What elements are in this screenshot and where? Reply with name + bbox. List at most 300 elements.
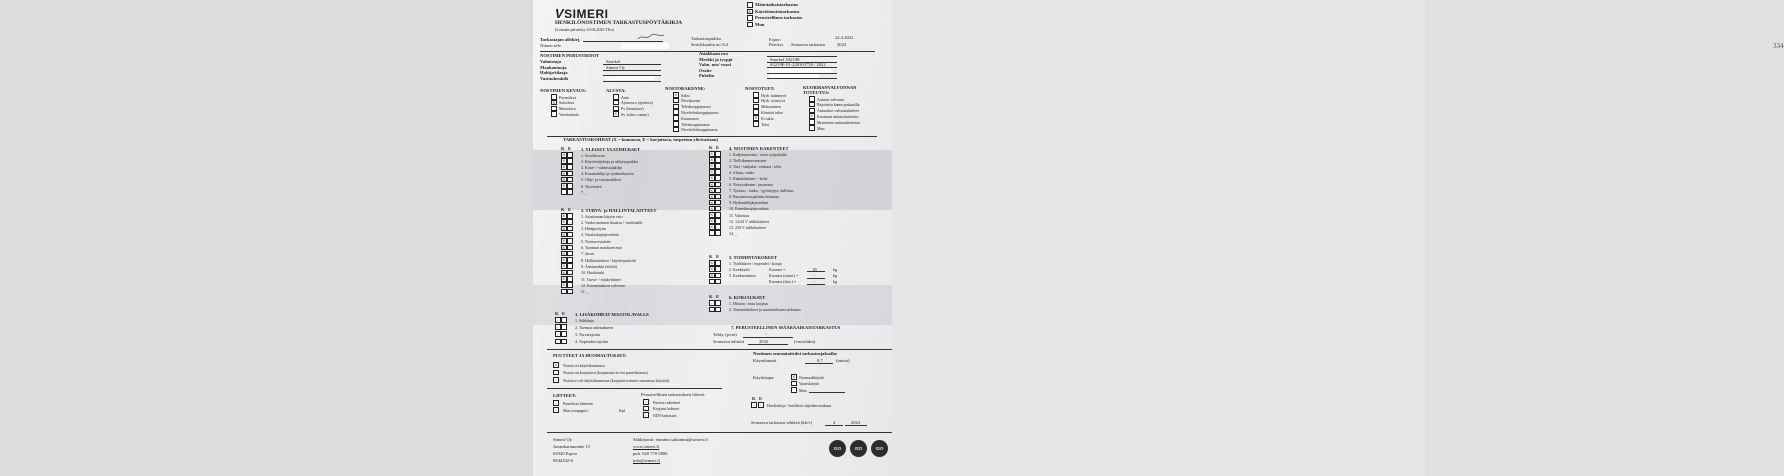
usage-checkbox[interactable]: X xyxy=(792,374,796,379)
sec4-e-box[interactable] xyxy=(715,194,721,200)
divider xyxy=(547,349,892,350)
sec5-item-label: 3. Koekuormitus xyxy=(729,273,756,279)
footer-id: 0944332-6 xyxy=(553,458,573,463)
sec4-k-box[interactable] xyxy=(709,230,715,236)
sec1-item-label: 2. Käyttöohjekirja ja säilytyspaikka xyxy=(581,158,638,164)
sec2-heading: 2. TURVA- ja HALLINTALAITTEET xyxy=(581,208,657,213)
thorough-heading: Perusteellinen tarkastuksen liitteet: xyxy=(641,392,706,397)
next-value: 2023 xyxy=(837,42,847,47)
line xyxy=(825,425,843,426)
defect-label: Nostin on käyttökunnossa xyxy=(563,362,605,368)
boom-checkbox[interactable] xyxy=(673,109,679,115)
inspection-document xyxy=(533,0,892,476)
sec4-k-box[interactable]: X xyxy=(710,205,714,211)
sec7-heading: 7. PERUSTEELLINEN MÄÄRÄAIKAISTARKASTUS xyxy=(731,325,841,330)
usage-checkbox[interactable] xyxy=(791,381,797,387)
footer-info[interactable]: info@simeri.fi xyxy=(633,458,661,463)
sec1-item-label: 7. _ xyxy=(581,189,587,195)
sec4-item-label: 9. Hydrauliikjärjestelmä xyxy=(729,200,768,206)
thorough-checkbox[interactable]: - xyxy=(643,412,649,418)
sec3-item-label: 2. Tuennat rakenukseen xyxy=(575,324,613,330)
chassis-checkbox[interactable] xyxy=(613,106,619,112)
lift-option-label: Saksilava xyxy=(559,100,575,106)
lift-checkbox[interactable] xyxy=(551,94,557,100)
sec1-k-box[interactable]: X xyxy=(562,152,566,157)
chassis-checkbox[interactable]: X xyxy=(614,111,618,117)
line xyxy=(809,392,845,393)
load-checkbox[interactable] xyxy=(809,102,815,108)
footer-web[interactable]: www.simeri.fi xyxy=(633,444,660,449)
sec1-item-label: 5. Ohje- ja varoituskilvet xyxy=(581,177,621,183)
sec4-e-box[interactable] xyxy=(715,169,721,175)
load-checkbox[interactable] xyxy=(809,108,815,114)
sec4-item-label: 12. 12/24 V sähkölaitteet xyxy=(729,218,770,224)
inspection-type-checkbox[interactable]: X xyxy=(748,8,752,14)
sec4-item-label: 7. Työtaso, -tanko, / györäypys, kallistus xyxy=(729,188,794,194)
boom-checkbox[interactable] xyxy=(673,127,679,133)
attachment-checkbox[interactable]: - xyxy=(553,407,559,413)
sec1-e-box[interactable] xyxy=(567,158,573,164)
sec2-e-box[interactable] xyxy=(567,238,573,244)
date-label: Päiväys xyxy=(769,42,784,47)
hours-label: Käyntitunnit xyxy=(753,358,777,363)
footer-street: Juvankartanontie 15 xyxy=(553,444,591,449)
drive-option-label: Telat xyxy=(761,121,769,127)
inspection-type-label: Muu xyxy=(755,21,765,27)
sec4-item-label: 8. Putoamissuojainten kiinnitys xyxy=(729,194,780,200)
sec2-e-box[interactable] xyxy=(567,270,573,276)
chassis-option-label: Pv (hinattava) xyxy=(621,106,644,112)
load-option-label: Momentin mittauslaitteisto xyxy=(817,119,861,125)
sec2-e-box[interactable] xyxy=(567,276,573,282)
sec2-e-box[interactable] xyxy=(567,289,573,295)
boom-checkbox[interactable] xyxy=(673,115,679,121)
sec2-e-box[interactable] xyxy=(567,263,573,269)
sec1-e-box[interactable] xyxy=(567,177,573,183)
boom-option-label: Teleskooppipuomi xyxy=(681,104,711,110)
sec1-k-box[interactable]: X xyxy=(562,164,566,170)
basics-value: Snorkel xyxy=(606,59,621,64)
sec2-k-box[interactable]: X xyxy=(562,225,566,231)
sec2-e-box[interactable] xyxy=(567,219,573,225)
sec5-item-label: 2. Koekäyttö xyxy=(729,266,750,272)
basics-right-label: Osoite xyxy=(699,67,712,73)
sec1-e-box[interactable] xyxy=(567,183,573,189)
chassis-checkbox[interactable] xyxy=(613,94,619,100)
inspection-type-label: Määräaikaistarkastus xyxy=(755,2,799,7)
basics-label: Vastuuhenkilö xyxy=(540,75,569,81)
usage-label: Käyttötapa: xyxy=(753,375,775,380)
ke-e: E xyxy=(716,254,720,259)
divider xyxy=(547,388,722,389)
monitoring-heading: Nostimen seurantatiedot tarkastusjaksolla: xyxy=(753,351,838,356)
sec5-item-sub: Kuorma (staatt.) = xyxy=(769,273,799,279)
sec1-k-box[interactable]: X xyxy=(562,170,566,176)
thorough-checkbox[interactable]: - xyxy=(643,406,649,412)
sec1-e-box[interactable] xyxy=(567,164,573,170)
inspection-type-checkbox[interactable] xyxy=(747,15,753,21)
sec2-item-label: 1. Asiattoman käytön esto xyxy=(581,213,623,219)
next-inspection-year: 2023 xyxy=(851,420,861,425)
simeri-logo: VSIMERI xyxy=(553,6,609,21)
thorough-label: Korjatut kohteet xyxy=(653,406,680,411)
sec3-e-box[interactable] xyxy=(561,324,567,330)
place-label: Tarkastuspaikka xyxy=(691,36,721,41)
sec2-item-label: 11. Turva- / rajakytkimet xyxy=(581,276,621,282)
line xyxy=(603,70,661,71)
sec2-k-box[interactable]: X xyxy=(562,250,566,256)
sec7-done-value: - xyxy=(765,332,767,337)
iso-badge: ISO xyxy=(850,440,867,457)
sec4-e-box[interactable] xyxy=(715,230,721,236)
ke-k: K xyxy=(561,146,565,151)
boom-checkbox[interactable] xyxy=(673,121,679,127)
sec2-k-box[interactable]: X xyxy=(562,238,566,244)
inspection-type-label: Perusteellinen tarkastus xyxy=(755,15,803,20)
sec2-item-label: 4. Varaluskujärjestelmä xyxy=(581,232,619,238)
sec5-e-box[interactable] xyxy=(715,273,721,279)
background-left xyxy=(0,0,533,476)
chassis-option-label: Auto xyxy=(621,94,629,100)
next-inspection-month: 4 xyxy=(833,420,836,425)
usage-checkbox[interactable] xyxy=(791,387,797,393)
sec4-k-box[interactable]: X xyxy=(710,163,714,169)
lift-option-label: Vetokaukalo xyxy=(559,111,579,117)
sec5-k-box[interactable] xyxy=(709,279,715,285)
footer-phone: puh. 020 770 5800 xyxy=(633,451,668,456)
ke-box-k[interactable]: - xyxy=(751,402,757,408)
drive-checkbox[interactable] xyxy=(753,109,759,115)
sec2-k-box[interactable]: X xyxy=(562,269,566,275)
inspection-type-checkbox[interactable] xyxy=(747,22,753,28)
sec4-e-box[interactable] xyxy=(715,182,721,188)
sec4-k-box[interactable]: X xyxy=(710,169,714,175)
sec2-item-label: 6. Tuennan avauksen esto xyxy=(581,245,623,250)
sec4-k-box[interactable]: X xyxy=(710,175,714,181)
cert-label: Sertifikaattin no.%3 xyxy=(691,42,728,47)
sec4-item-label: 2. Tielliikennevarusteet xyxy=(729,157,767,163)
ke-e: E xyxy=(716,294,720,299)
ke-e: E xyxy=(716,145,720,150)
sec2-item-label: 5. Noston estolaite xyxy=(581,238,611,244)
sec7-next-label: Seuraava tehtävä xyxy=(713,339,745,344)
sec4-k-box[interactable]: X xyxy=(710,187,714,193)
sec5-k-box[interactable]: X xyxy=(710,266,714,272)
sec2-k-box[interactable]: X xyxy=(562,219,566,225)
sec2-e-box[interactable] xyxy=(567,257,573,263)
redacted-name xyxy=(621,43,669,49)
chassis-checkbox[interactable] xyxy=(613,100,619,106)
sec4-k-box[interactable]: X xyxy=(710,224,714,230)
sec5-e-box[interactable] xyxy=(715,266,721,272)
sec5-item-label: 1. Työliikkeet / nopeudet / kotajo xyxy=(729,260,782,266)
sec1-heading: 1. YLEISET VAATIMUKSET xyxy=(581,147,641,152)
divider xyxy=(547,432,892,433)
sec4-e-box[interactable] xyxy=(715,175,721,181)
sec2-e-box[interactable] xyxy=(567,251,573,257)
sec2-item-label: 9. Äänimerkki (tööttö) xyxy=(581,263,618,269)
sec4-item-label: 14. _ xyxy=(729,230,737,236)
load-checkbox[interactable] xyxy=(809,125,815,131)
footer-email[interactable]: Sähköposti: etunimi.sukunimi@simeri.fi xyxy=(633,437,708,442)
sec4-item-label: 6. Nostorakenne / puomisto xyxy=(729,182,774,187)
sec3-item-label: 4. Nopeuden rajoitin xyxy=(575,339,608,345)
line xyxy=(807,271,825,272)
sec2-k-box[interactable]: X xyxy=(562,231,566,237)
sec1-k-box[interactable]: X xyxy=(562,183,566,188)
sec5-item-unit: kg xyxy=(833,273,837,279)
load-option-label: Kuorman mittauslaitteisto xyxy=(817,113,859,119)
load-option-label: Anturat valvonta xyxy=(817,96,844,102)
boom-heading: NOSTORAKENNE: xyxy=(665,86,706,91)
usage-label: Vaativkäyttö xyxy=(799,381,820,386)
sec1-item-label: 1. Sovellusvuo xyxy=(581,152,605,158)
boom-option-label: Nivelteleskooppipuomi xyxy=(681,109,719,115)
sec4-k-box[interactable]: X xyxy=(710,193,714,199)
usage-label: Normaalikäyttö xyxy=(799,374,825,380)
sec7-next-unit: (vuosiluku) xyxy=(794,339,816,344)
drive-heading: NOSTOTUET: xyxy=(745,86,775,91)
sec4-item-label: 13. 230 V sähkölaitteet xyxy=(729,224,766,230)
checks-heading: TARKASTUSKOHDAT (X = kunnossa, E = korjattava, tarpeeton ylivivattaan) xyxy=(563,137,719,142)
sec5-item-sub: Kuorma = xyxy=(769,266,786,272)
ke-box-e[interactable]: - xyxy=(758,402,764,408)
sec4-e-box[interactable] xyxy=(715,200,721,206)
sec5-e-box[interactable] xyxy=(715,260,721,266)
line xyxy=(805,363,833,364)
thorough-checkbox[interactable]: - xyxy=(643,399,649,405)
signature xyxy=(636,33,666,41)
load-option-label: Muu xyxy=(817,125,825,131)
sec2-e-box[interactable] xyxy=(567,213,573,219)
lift-checkbox[interactable]: X xyxy=(552,99,556,105)
sec1-k-box[interactable]: X xyxy=(562,176,566,182)
sec1-e-box[interactable] xyxy=(567,171,573,177)
sec5-e-box[interactable] xyxy=(715,279,721,285)
sec3-e-box[interactable] xyxy=(561,339,567,345)
sec4-k-box[interactable]: X xyxy=(710,181,714,187)
sec4-heading: 4. NOSTIMEN RAKENTEET xyxy=(729,146,789,151)
sec3-k-box[interactable]: - xyxy=(555,331,561,337)
sec6-k-box[interactable]: - xyxy=(709,307,715,313)
lift-checkbox[interactable] xyxy=(551,106,557,112)
basics-right-label: Valm. nro/ vuosi xyxy=(699,62,732,67)
inspection-type-checkbox[interactable] xyxy=(747,2,753,8)
load-checkbox[interactable]: X xyxy=(810,113,814,119)
chassis-option-label: Sv. (siirto vaunu) xyxy=(621,111,649,117)
sec5-k-box[interactable]: X xyxy=(710,260,714,265)
sec2-k-box[interactable]: X xyxy=(562,282,566,288)
sec2-k-box[interactable]: X xyxy=(562,257,566,263)
place-value: Espoo xyxy=(769,37,781,42)
sec1-k-box[interactable]: X xyxy=(562,158,566,164)
lift-checkbox[interactable] xyxy=(551,111,557,117)
sec4-e-box[interactable] xyxy=(715,218,721,224)
sec5-item-unit: kg xyxy=(833,279,837,285)
drive-option-label: Hydr. työntyvä xyxy=(761,98,785,104)
sec3-k-box[interactable]: - xyxy=(555,317,561,323)
sec1-item-label: 4. Kuormakilpi ja työalueikaavio xyxy=(581,171,634,177)
drive-option-label: Kiinteät tuket xyxy=(761,109,783,115)
sec6-e-box[interactable] xyxy=(715,307,721,313)
sec1-e-box[interactable] xyxy=(567,152,573,158)
form-title: HENKILÖNOSTIMEN TARKASTUSPÖYTÄKIRJA xyxy=(555,20,683,26)
sec4-k-box[interactable]: X xyxy=(710,151,714,156)
sec4-e-box[interactable] xyxy=(715,188,721,194)
sec4-e-box[interactable] xyxy=(715,163,721,169)
attachment-suffix: Kpl xyxy=(619,407,625,413)
sec6-heading: 6. KORJAUKSET xyxy=(729,295,766,300)
attachment-label: Muu asiapaperi xyxy=(563,407,588,413)
drive-option-label: Mekaaninen xyxy=(761,104,781,110)
inspector-name-label: Nimen selv. xyxy=(540,43,562,48)
defect-checkbox[interactable]: - xyxy=(553,370,559,376)
sec2-k-box[interactable] xyxy=(561,289,567,295)
load-checkbox[interactable] xyxy=(809,96,815,102)
sec4-k-box[interactable]: X xyxy=(710,212,714,217)
sec1-item-label: 6. Turvavärit xyxy=(581,183,602,189)
boom-option-label: Kuurmasto xyxy=(681,115,699,121)
background-right xyxy=(892,0,1784,476)
line xyxy=(748,344,788,345)
load-heading: KUORMANVALVONNAN TOTEUTUS: xyxy=(803,85,857,95)
sec2-e-box[interactable] xyxy=(567,245,573,251)
sec6-item-label: 1. Hitsaus / muu korjaus xyxy=(729,300,768,306)
thorough-label: NDT-tarkastus xyxy=(653,412,677,418)
sec3-item-label: 3. Turvarajoitin xyxy=(575,331,600,337)
sec4-e-box[interactable] xyxy=(715,157,721,163)
inspector-label: Tarkastajan allekirj. xyxy=(540,37,581,42)
sec1-e-box[interactable] xyxy=(567,189,573,195)
lift-heading: NOSTIMEN KEVAUS: xyxy=(540,88,587,93)
drive-checkbox[interactable] xyxy=(753,121,759,127)
sec2-k-box[interactable]: X xyxy=(562,276,566,281)
drive-checkbox[interactable] xyxy=(753,104,759,110)
boom-checkbox[interactable] xyxy=(673,104,679,110)
defect-checkbox[interactable]: - xyxy=(553,377,559,383)
next-label: Seuraava tarkastus xyxy=(791,42,826,47)
sec4-item-label: 3. Tuet / takijalat / renkaat / telat xyxy=(729,163,781,169)
ke-e: E xyxy=(568,207,572,212)
drive-checkbox[interactable] xyxy=(753,98,759,104)
redacted-owner xyxy=(605,75,655,80)
iso-badge: ISO xyxy=(829,440,846,457)
defect-checkbox[interactable]: X xyxy=(554,362,558,367)
ke-k: K xyxy=(752,396,756,401)
line xyxy=(807,284,825,285)
chassis-heading: ALUSTA: xyxy=(606,88,626,93)
sec3-k-box[interactable]: - xyxy=(555,324,561,330)
usage-label: Muu xyxy=(799,387,807,393)
ke-e: E xyxy=(568,146,572,151)
sec7-done-label: Tehty, (pvm) xyxy=(713,332,737,337)
sec4-e-box[interactable] xyxy=(715,151,721,157)
ke-k: K xyxy=(709,145,713,150)
boom-option-label: Nivelpuomi xyxy=(681,98,701,104)
sec2-e-box[interactable] xyxy=(567,282,573,288)
hours-unit: (tuntia) xyxy=(836,358,850,363)
sec4-item-label: 11. Valaistus xyxy=(729,212,750,218)
attachment-checkbox[interactable]: - xyxy=(553,400,559,406)
sec3-e-box[interactable] xyxy=(561,331,567,337)
drive-checkbox[interactable]: X xyxy=(754,115,758,121)
sec4-k-box[interactable]: X xyxy=(710,199,714,205)
sec2-item-label: 2. Vaaka-asennon ilmaisu / -mohinalle xyxy=(581,219,643,225)
sec5-k-box[interactable]: X xyxy=(710,272,714,278)
form-subtitle: (Lomake päivitetty 23.06.2020 TKo) xyxy=(555,27,615,32)
sec2-item-label: 11. _ xyxy=(581,289,589,295)
sec3-e-box[interactable] xyxy=(561,317,567,323)
date-value: 22.4.2022 xyxy=(835,35,854,40)
attachments-heading: LIITTEET: xyxy=(553,393,577,398)
lift-option-label: Mastolava xyxy=(559,106,576,112)
basics-label: Valmistaja xyxy=(540,59,562,64)
sec7-next-value: 2032 xyxy=(759,339,769,344)
sec4-e-box[interactable] xyxy=(715,206,721,212)
sec4-item-label: 4. Alusta, runko xyxy=(729,169,755,175)
ke-k: K xyxy=(709,294,713,299)
line xyxy=(807,278,825,279)
sec2-item-label: 10. Huoltotuki xyxy=(581,270,605,276)
defects-heading: PUUTTEET JA HUOMAUTUKSET: xyxy=(553,353,627,358)
ke-k: K xyxy=(709,254,713,259)
line xyxy=(767,67,837,68)
line xyxy=(767,78,837,79)
next-inspection-label: Seuraava tarkastus tehtävä (kk/v) xyxy=(751,420,813,425)
boom-checkbox[interactable]: X xyxy=(674,92,678,97)
load-checkbox[interactable] xyxy=(809,119,815,125)
line xyxy=(743,337,793,338)
sec5-item-value: - xyxy=(813,273,815,279)
sec5-item-unit: kg xyxy=(833,266,837,272)
sec3-k-box[interactable]: - xyxy=(555,339,561,345)
footer-company: Simeri Oy xyxy=(553,437,573,442)
basics-label: Maahantuoja xyxy=(540,64,567,70)
basics-right-label: Puhelin xyxy=(699,73,715,78)
sec2-item-label: 8. Hallintalaitteet / käyttösymbolit xyxy=(581,257,636,263)
sec2-k-box[interactable]: X xyxy=(562,263,566,269)
defect-label: Nostin on korjattava (korjaussiä-arviot puutelistassa). xyxy=(563,370,649,375)
iso-badge: ISO xyxy=(871,440,888,457)
basics-right-value: S3219E-01-220303758 / 2022 xyxy=(770,62,826,67)
basics-heading: NOSTIMEN PERUSTIEDOT xyxy=(540,53,600,58)
boom-option-label: Nivelteleskooppimasto xyxy=(681,127,718,133)
sec2-k-box[interactable]: X xyxy=(562,213,566,218)
edge-text: 334 xyxy=(1773,42,1784,50)
sec2-e-box[interactable] xyxy=(567,226,573,232)
ke-k: K xyxy=(561,207,565,212)
sec1-k-box[interactable] xyxy=(561,189,567,195)
sec4-k-box[interactable]: X xyxy=(710,218,714,224)
sec6-k-box[interactable]: - xyxy=(709,300,715,306)
sec2-k-box[interactable]: X xyxy=(562,244,566,250)
sec6-e-box[interactable] xyxy=(715,300,721,306)
sec5-heading: 5. TOIMINTAKOKEET xyxy=(729,255,778,260)
basics-label: Haltija/tilaaja xyxy=(540,70,568,75)
sec1-item-label: 3. Kone- / valmistajakilpi xyxy=(581,164,622,170)
line xyxy=(603,81,661,82)
sec2-e-box[interactable] xyxy=(567,232,573,238)
drive-checkbox[interactable] xyxy=(753,92,759,98)
basics-right-label: Asiakkaan nro xyxy=(699,51,728,56)
sec4-e-box[interactable] xyxy=(715,224,721,230)
boom-checkbox[interactable] xyxy=(673,98,679,104)
lift-option-label: Puomilava xyxy=(559,94,577,100)
line xyxy=(845,425,867,426)
sec4-k-box[interactable]: X xyxy=(710,157,714,163)
sec4-e-box[interactable] xyxy=(715,212,721,218)
drive-option-label: Ei tukia xyxy=(761,115,774,121)
